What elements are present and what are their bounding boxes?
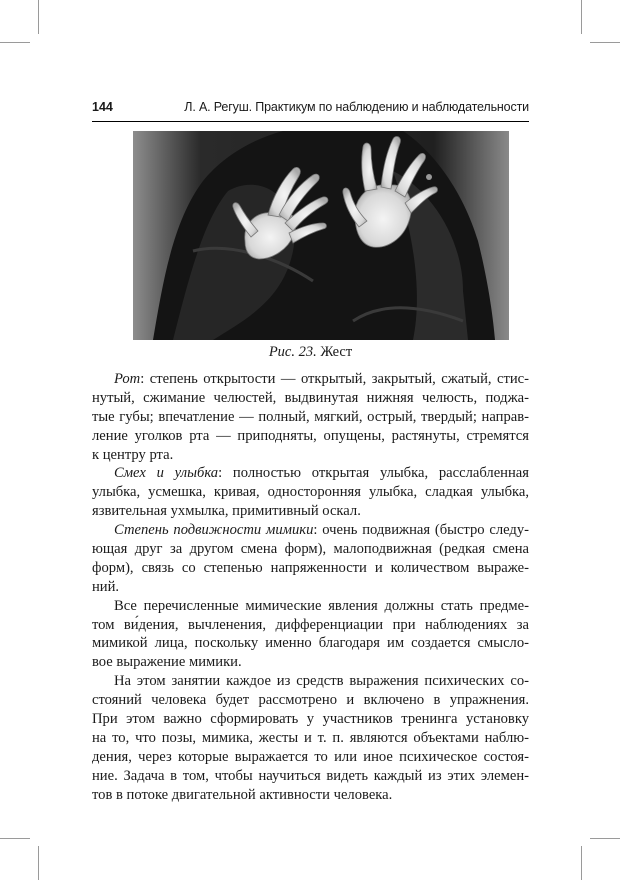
caption-text: Жест <box>316 344 353 360</box>
line-text: на то, что позы, мимика, жесты и т. п. являются объектами наблю- <box>92 729 529 746</box>
text-line <box>92 672 529 691</box>
running-title: Л. А. Регуш. Практикум по наблюдению и наблюдательности <box>184 100 529 114</box>
text-line <box>92 389 529 408</box>
term-lead: Степень подвижности мимики <box>114 522 314 539</box>
term-lead: Смех и улыбка <box>114 465 219 482</box>
text-line <box>92 710 529 729</box>
text-line <box>92 634 529 653</box>
text-line <box>92 691 529 710</box>
text-line <box>92 767 529 786</box>
line-text: мимикой лица, поскольку именно благодаря им создается смысло- <box>92 635 529 652</box>
line-text: ющая друг за другом смена форм), малоподвижная (редкая смена <box>92 541 529 558</box>
line-text: нутый, сжимание челюстей, выдвинутая нижняя челюсть, поджа- <box>92 389 529 406</box>
text-line <box>92 578 529 597</box>
line-text: дения, через которые выражается то или иное психическое состоя- <box>92 748 529 765</box>
line-text: : очень подвижная (быстро следу- <box>313 522 529 539</box>
line-text: вое выражение мимики. <box>92 654 242 671</box>
line-text: : полностью открытая улыбка, расслабленная <box>218 465 529 482</box>
photo-hands-gesture-icon <box>133 131 509 340</box>
text-line <box>92 521 529 540</box>
line-text: Все перечисленные мимические явления должны стать предме- <box>114 597 529 614</box>
term-lead: Рот <box>114 371 141 387</box>
crop-mark <box>0 838 30 839</box>
header-rule <box>92 121 529 122</box>
crop-mark <box>0 42 30 43</box>
running-header <box>92 100 529 118</box>
text-line <box>92 786 529 805</box>
text-line <box>92 427 529 446</box>
page-number: 144 <box>92 100 113 114</box>
caption-label: Рис. 23. <box>268 344 317 360</box>
line-text: том ви́дения, вычленения, дифференциации при наблюдениях за <box>92 616 529 633</box>
crop-mark <box>38 846 39 880</box>
line-text: стояний человека будет рассмотрено и включено в упражнения. <box>92 692 529 709</box>
line-text: : степень открытости — открытый, закрытый, сжатый, стис- <box>140 371 529 387</box>
text-line <box>92 446 529 465</box>
text-line <box>92 616 529 635</box>
crop-mark <box>581 846 582 880</box>
text-line <box>92 729 529 748</box>
line-text: язвительная ухмылка, примитивный оскал. <box>92 503 361 520</box>
line-text: ление уголков рта — приподняты, опущены, растянуты, стремятся <box>92 427 529 444</box>
text-line <box>92 653 529 672</box>
text-line <box>92 370 529 389</box>
crop-mark <box>38 0 39 34</box>
text-line <box>92 408 529 427</box>
text-line <box>92 748 529 767</box>
line-text: ний. <box>92 578 120 595</box>
line-text: На этом занятии каждое из средств выражения психических со- <box>114 673 529 690</box>
text-line <box>92 464 529 483</box>
crop-mark <box>590 42 620 43</box>
line-text: При этом важно сформировать у участников тренинга установку <box>92 711 529 728</box>
line-text: форм), связь со степенью напряженности и количеством выраже- <box>92 559 529 576</box>
crop-mark <box>590 838 620 839</box>
text-line <box>92 559 529 578</box>
line-text: ние. Задача в том, чтобы научиться видеть каждый из этих элемен- <box>92 767 529 784</box>
figure-photo <box>133 131 509 340</box>
text-line <box>92 597 529 616</box>
figure-caption <box>92 344 529 361</box>
body-text <box>92 370 529 804</box>
line-text: улыбка, усмешка, кривая, односторонняя улыбка, сладкая улыбка, <box>92 484 529 501</box>
line-text: к центру рта. <box>92 446 174 463</box>
text-line <box>92 483 529 502</box>
line-text: тые губы; впечатление — полный, мягкий, острый, твердый; направ- <box>92 408 529 425</box>
text-line <box>92 502 529 521</box>
line-text: тов в потоке двигательной активности человека. <box>92 786 393 803</box>
text-line <box>92 540 529 559</box>
crop-mark <box>581 0 582 34</box>
